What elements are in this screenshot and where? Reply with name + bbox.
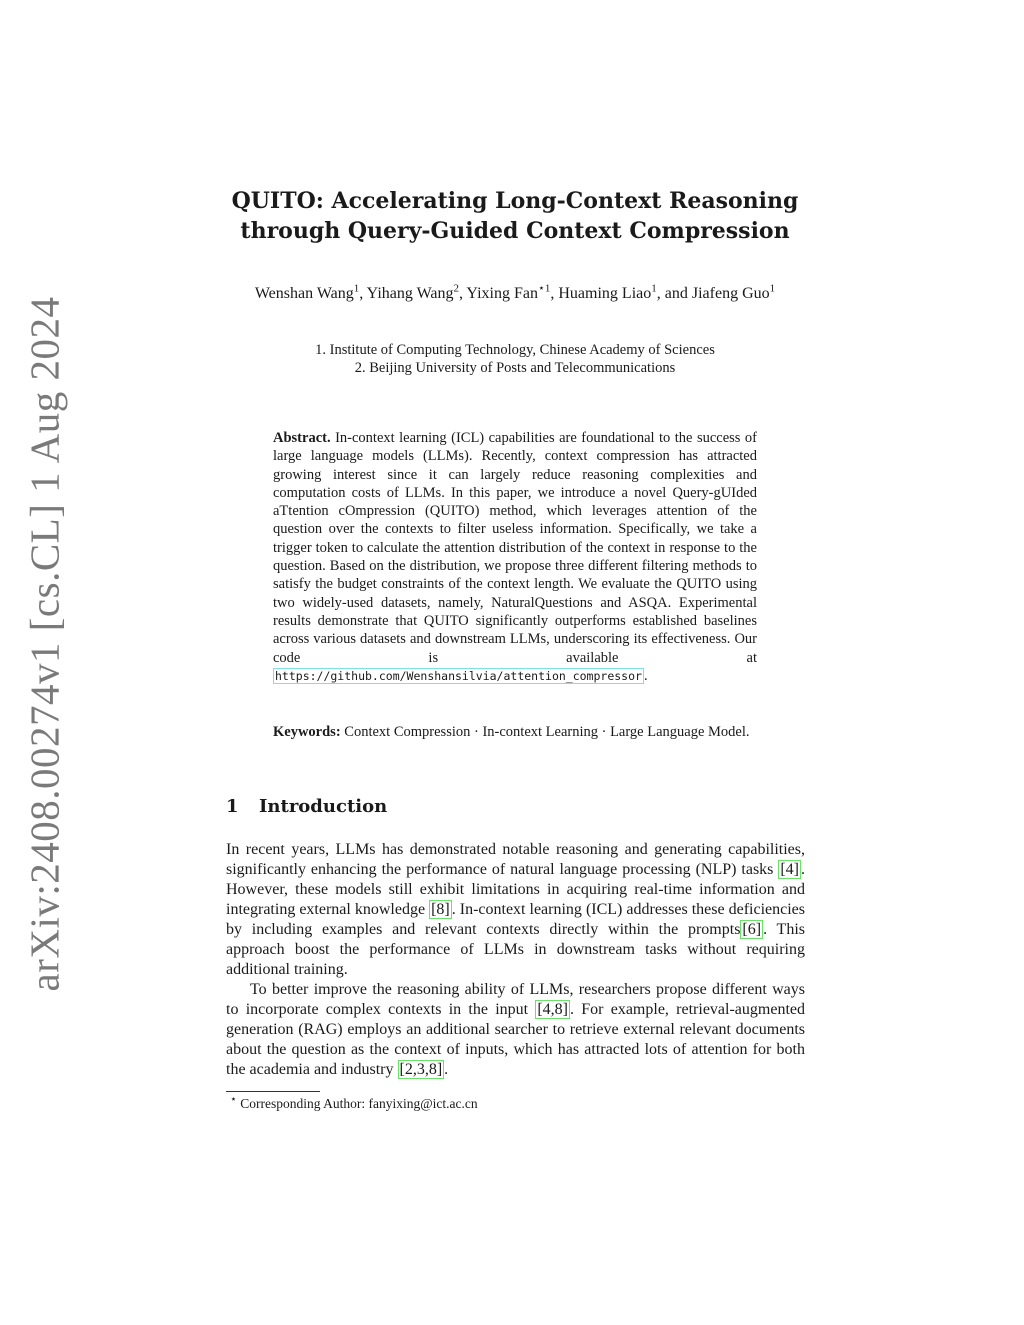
affiliations <box>226 341 804 377</box>
arxiv-identifier <box>15 296 73 992</box>
keywords <box>273 723 757 741</box>
footnote-text: Corresponding Author: fanyixing@ict.ac.cn <box>240 1096 478 1111</box>
paragraph: In recent years, LLMs has demonstrated notable reasoning and generating capabilities, significantly enhancing the performance of natural language processing (NLP) tasks [4] . However, these models still exhibit limitations in acquiring real-time information and integrating external knowledge [8] . In-context learning (ICL) addresses these deficiencies by including examples and relevant contexts directly within the prompts [6] . This approach boost the performance of LLMs in downstream tasks without requiring additional training. <box>226 841 805 978</box>
footnote-mark: ⋆ <box>230 1093 237 1106</box>
author: Wenshan Wang$^1$, <box>254 282 367 302</box>
author: Jiafeng Guo$^1$ <box>691 282 776 302</box>
section-number: 1 <box>226 796 239 817</box>
paragraph: To better improve the reasoning ability of LLMs, researchers propose different ways to incorporate complex contexts in the input [4,8] . For example, retrieval-augmented generation (RAG) employs an additional searcher to retrieve external relevant documents about the question as the context of inputs, which has attracted lots of attention for both the academia and industry [2,3,8] . <box>226 981 805 1078</box>
citation-link[interactable]: [6] <box>742 921 762 938</box>
author: Yihang Wang$^2$, <box>366 282 467 302</box>
abstract-label: Abstract. <box>273 430 331 446</box>
keywords-text: Context Compression · In-context Learning · Large Language Model. <box>344 724 750 740</box>
abstract-text: In-context learning (ICL) capabilities are foundational to the success of large language models (LLMs). Recently, context compression has attracted growing interest since it can largely reduce reasoning complexities and computation costs of LLMs. In this paper, we introduce a novel Query-gUIded aTtention cOmpression (QUITO) method, which leverages attention of the question over the contexts to filter useless information. Specifically, we take a trigger token to calculate the attention distribution of the context in response to the question. Based on the distribution, we propose three different filtering methods to satisfy the budget constraints of the context length. We evaluate the QUITO using two widely-used datasets, namely, NaturalQuestions and ASQA. Experimental results demonstrate that QUITO significantly outperforms established baselines across various datasets and downstream LLMs, underscoring its effectiveness. Our code is available at <box>273 430 758 666</box>
citation-link[interactable]: [2,3,8] <box>399 1061 443 1078</box>
affiliation-1: 1. Institute of Computing Technology, Chinese Academy of Sciences <box>315 342 715 358</box>
paper-title <box>226 186 804 246</box>
title-line-2: through Query-Guided Context Compression <box>240 218 790 244</box>
section-heading <box>226 796 387 817</box>
footnote <box>230 1093 478 1112</box>
citation-link[interactable]: [8] <box>431 901 450 918</box>
keywords-label: Keywords: <box>273 724 341 740</box>
abstract: Abstract. In-context learning (ICL) capabilities are foundational to the success of large language models (LLMs). Recently, context compression has attracted growing interest since it can largely reduce reasoning complexities and computation costs of LLMs. In this paper, we introduce a novel Query-gUIded aTtention cOmpression (QUITO) method, which leverages attention of the question over the contexts to filter useless information. Specifically, we take a trigger token to calculate the attention distribution of the context in response to the question. Based on the distribution, we propose three different filtering methods to satisfy the budget constraints of the context length. We evaluate the QUITO using two widely-used datasets, namely, NaturalQuestions and ASQA. Experimental results demonstrate that QUITO significantly outperforms established baselines across various datasets and downstream LLMs, underscoring its effectiveness. Our code is available at https://github.com/Wenshansilvia/attention_compressor . <box>273 430 758 684</box>
arxiv-identifier-text: arXiv:2408.00274v1 [cs.CL] 1 Aug 2024 <box>21 296 68 992</box>
author-list <box>226 284 804 303</box>
introduction-body <box>226 840 805 1080</box>
citation-link[interactable]: [4] <box>780 861 799 878</box>
section-title: Introduction <box>259 796 388 817</box>
code-repository-link[interactable]: https://github.com/Wenshansilvia/attention_compressor <box>275 668 642 683</box>
citation-link[interactable]: [4,8] <box>537 1001 568 1018</box>
title-line-1: QUITO: Accelerating Long-Context Reasoning <box>231 188 799 214</box>
author: Yixing Fan$^{⋆1}$, <box>466 282 559 302</box>
affiliation-2: 2. Beijing University of Posts and Telecommunications <box>354 360 676 376</box>
author: Huaming Liao$^1$, and <box>558 282 692 302</box>
footnote-rule <box>226 1091 320 1092</box>
